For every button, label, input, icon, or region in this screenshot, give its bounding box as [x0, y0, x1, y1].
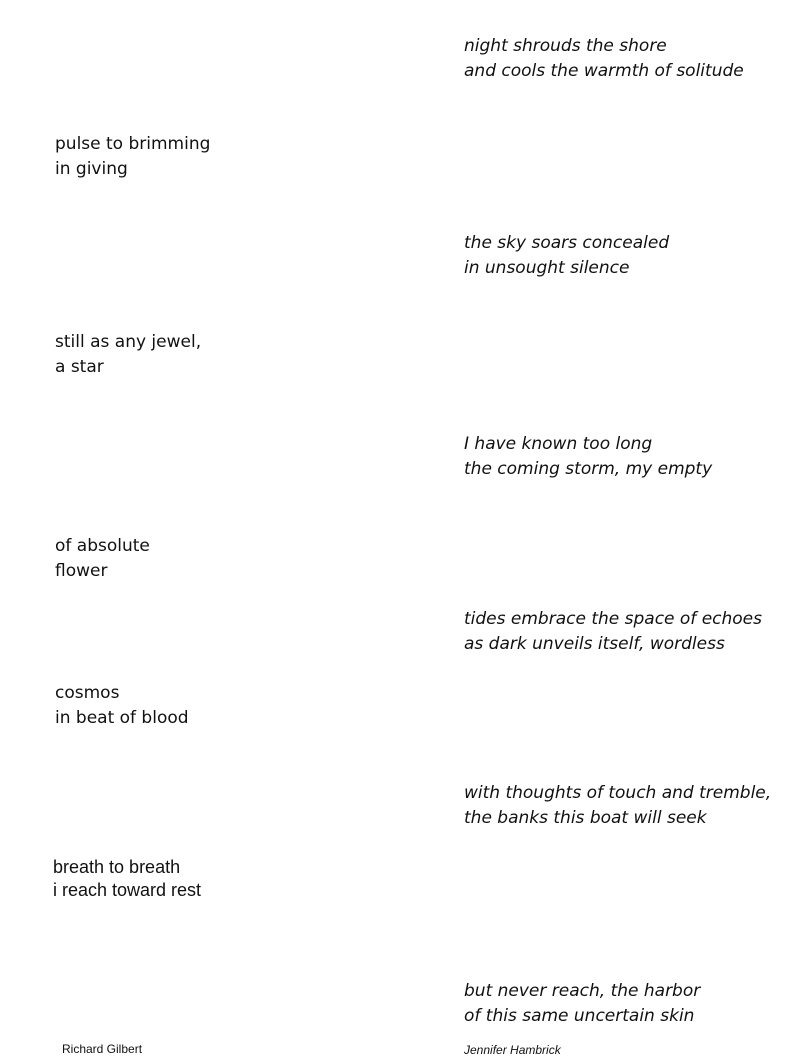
stanza-line: flower [55, 561, 108, 581]
stanza-5-right [464, 432, 712, 482]
stanza-line: the sky soars concealed [464, 233, 670, 253]
stanza-line: and cools the warmth of solitude [464, 61, 744, 81]
stanza-8-left [55, 681, 189, 731]
stanza-line: I have known too long [464, 434, 653, 454]
author-left-signature: Richard Gilbert [62, 1042, 143, 1056]
stanza-line: cosmos [55, 683, 120, 703]
stanza-line: the banks this boat will seek [464, 808, 707, 828]
stanza-1-right [464, 34, 744, 84]
stanza-3-right [464, 231, 669, 281]
stanza-6-left [55, 534, 150, 584]
stanza-line: in unsought silence [464, 258, 630, 278]
stanza-line: night shrouds the shore [464, 36, 667, 56]
stanza-9-right [464, 781, 771, 831]
stanza-line: of this same uncertain skin [464, 1006, 695, 1026]
stanza-line: of absolute [55, 536, 150, 556]
stanza-11-right [464, 979, 700, 1029]
stanza-line: still as any jewel, [55, 332, 202, 352]
stanza-line: pulse to brimming [55, 134, 211, 154]
stanza-line: the coming storm, my empty [464, 459, 713, 479]
stanza-line: as dark unveils itself, wordless [464, 634, 725, 654]
stanza-line: but never reach, the harbor [464, 981, 701, 1001]
stanza-2-left [55, 132, 210, 182]
stanza-line: a star [55, 357, 104, 377]
stanza-line: in giving [55, 159, 128, 179]
stanza-line: tides embrace the space of echoes [464, 609, 762, 629]
stanza-10-left [53, 856, 201, 902]
stanza-line: i reach toward rest [53, 880, 202, 900]
stanza-line: with thoughts of touch and tremble, [464, 783, 772, 803]
stanza-4-left [55, 330, 201, 380]
stanza-line: breath to breath [53, 857, 181, 877]
stanza-7-right [464, 607, 762, 657]
author-right-signature: Jennifer Hambrick [464, 1043, 561, 1057]
stanza-line: in beat of blood [55, 708, 189, 728]
